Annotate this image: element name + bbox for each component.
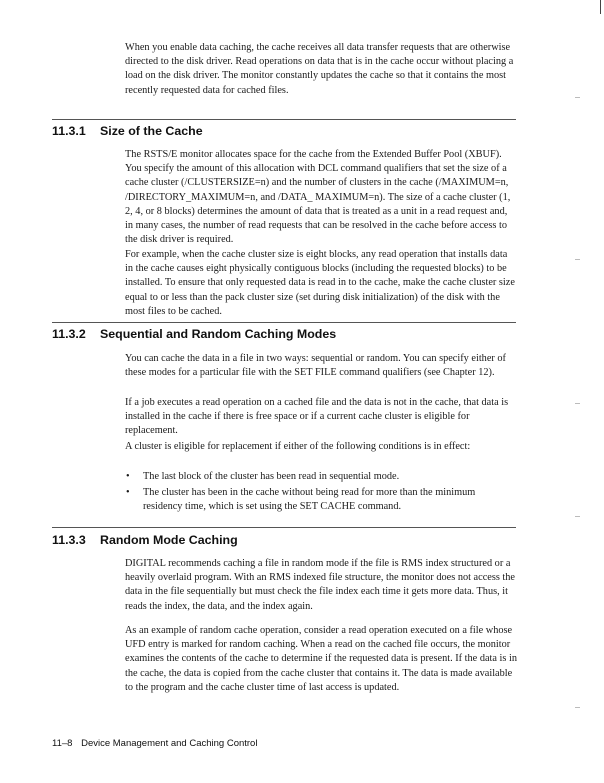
page-number: 11–8 (52, 738, 73, 749)
section-title: Sequential and Random Caching Modes (100, 327, 337, 341)
paragraph: For example, when the cache cluster size is eight blocks, any read operation that installs data in the cache causes eight physically contiguous blocks (including the requested blocks) to be installed. To ensure that only requested data is read in to the cache, make the cache cluster size equal to or less than the pack cluster size (set during disk initialization) of the disk with the most files to be cached. (125, 249, 515, 317)
paragraph: DIGITAL recommends caching a file in random mode if the file is RMS index structured or a heavily overlaid program. With an RMS indexed file structure, the monitor does not access the data in the file sequentially but must check the file index each time it gets more data. Thus, it reads the index, the data, and the index again. (125, 558, 516, 612)
section-rule (52, 322, 516, 323)
margin-mark (575, 707, 580, 708)
section-heading-11-3-3 (52, 532, 238, 548)
margin-mark (575, 259, 580, 260)
paragraph: As an example of random cache operation, consider a read operation executed on a file whose UFD entry is marked for random caching. When a read on the cached file occurs, the monitor examines the contents of the cache to determine if the requested data is present. If the data is in the cache, the data is copied from the cache cluster that contains it. The data is made available to the program and the cache cluster time of last access is updated. (125, 625, 517, 693)
margin-mark (575, 516, 580, 517)
margin-mark (575, 97, 580, 98)
bullet-icon: • (126, 487, 130, 499)
bullet-list (125, 470, 517, 515)
section-number: 11.3.3 (52, 533, 86, 547)
section-heading-11-3-2 (52, 326, 336, 342)
list-item-text: The cluster has been in the cache without being read for more than the minimum residency time, which is set using the SET CACHE command. (143, 487, 476, 513)
page-edge-mark (600, 0, 601, 14)
section-number: 11.3.2 (52, 327, 86, 341)
page-footer (52, 738, 257, 750)
paragraph: You can cache the data in a file in two ways: sequential or random. You can specify either of these modes for a particular file with the SET FILE command qualifiers (see Chapter 12). (125, 353, 506, 379)
section-heading-11-3-1 (52, 123, 203, 139)
bullet-icon: • (126, 471, 130, 482)
paragraph: A cluster is eligible for replacement if either of the following conditions is in effect: (125, 441, 471, 452)
section-title: Random Mode Caching (100, 533, 238, 547)
section-rule (52, 527, 516, 528)
list-item (125, 470, 517, 484)
section-rule (52, 119, 516, 120)
section-title: Size of the Cache (100, 124, 203, 138)
intro-paragraph: When you enable data caching, the cache receives all data transfer requests that are otherwise directed to the disk driver. Read operations on data that is in the cache occur without placing a load on the disk driver. The monitor constantly updates the cache so that it contains the most recently requested data for cached files. (125, 42, 514, 96)
margin-mark (575, 403, 580, 404)
list-item-text: The last block of the cluster has been read in sequential mode. (143, 471, 400, 482)
list-item (125, 486, 517, 514)
paragraph: The RSTS/E monitor allocates space for the cache from the Extended Buffer Pool (XBUF). You specify the amount of this allocation with DCL command qualifiers that set the size of a cache cluster (/CLUSTERSIZE=n) and the number of clusters in the cache (/MAXIMUM=n, /DIRECTORY_MAXIMUM=n, and /DATA_ MAXIMUM=n). The size of a cache cluster (1, 2, 4, or 8 blocks) determines the amount of data that is treated as a unit in a read request and, in many cases, the number of read requests that can be resolved in the cache before access to the disk driver is required. (125, 149, 511, 246)
chapter-title: Device Management and Caching Control (81, 738, 258, 749)
section-number: 11.3.1 (52, 124, 86, 138)
paragraph: If a job executes a read operation on a cached file and the data is not in the cache, that data is installed in the cache if there is free space or if a current cache cluster is eligible for replacement. (125, 397, 509, 437)
